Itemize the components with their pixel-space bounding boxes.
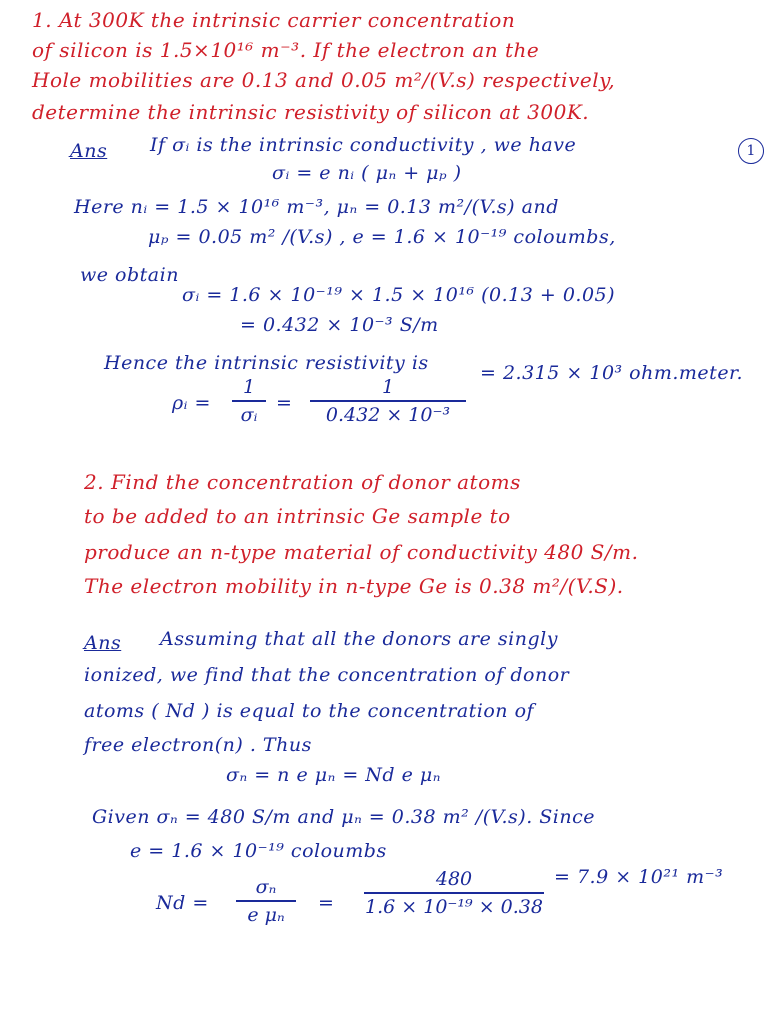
problem2-answer-line2: ionized, we find that the concentration of donor	[84, 664, 570, 686]
fraction-bar	[310, 400, 466, 402]
problem1-resistivity-equals: =	[276, 392, 293, 414]
fraction-bar	[232, 400, 266, 402]
problem2-question-line3: produce an n-type material of conductivity 480 S/m.	[84, 540, 639, 564]
problem1-answer-label: Ans	[70, 140, 108, 162]
problem1-given-line2: μₚ = 0.05 m² /(V.s) , e = 1.6 × 10⁻¹⁹ coloumbs,	[148, 226, 616, 248]
problem1-question-line3: Hole mobilities are 0.13 and 0.05 m²/(V.s) respectively,	[32, 68, 616, 92]
fraction-denominator: 0.432 × 10⁻³	[325, 403, 451, 426]
problem1-equation-conductivity: σᵢ = e nᵢ ( μₙ + μₚ )	[272, 162, 462, 184]
problem1-question-line1: 1. At 300K the intrinsic carrier concentration	[32, 8, 516, 32]
problem1-resistivity-lhs: ρᵢ =	[172, 392, 211, 414]
problem2-answer-line3: atoms ( Nd ) is equal to the concentration of	[84, 700, 535, 722]
problem2-donor-result: = 7.9 × 10²¹ m⁻³	[554, 866, 724, 888]
problem2-charge-line: e = 1.6 × 10⁻¹⁹ coloumbs	[130, 840, 387, 862]
problem2-answer-line1: Assuming that all the donors are singly	[160, 628, 558, 650]
problem1-question-line2: of silicon is 1.5×10¹⁶ m⁻³. If the electron an the	[32, 38, 540, 62]
problem1-fraction-one-over-value	[310, 376, 466, 426]
fraction-numerator: σₙ	[255, 876, 277, 898]
problem1-question-line4: determine the intrinsic resistivity of silicon at 300K.	[32, 100, 590, 124]
fraction-bar	[364, 892, 544, 894]
problem2-donor-equals: =	[318, 892, 335, 914]
problem1-given-line1: Here nᵢ = 1.5 × 10¹⁶ m⁻³, μₙ = 0.13 m²/(V.s) and	[74, 196, 559, 218]
problem2-question-line2: to be added to an intrinsic Ge sample to	[84, 504, 511, 528]
problem2-equation-conductivity: σₙ = n e μₙ = Nd e μₙ	[226, 764, 441, 786]
problem2-given-line: Given σₙ = 480 S/m and μₙ = 0.38 m² /(V.s). Since	[92, 806, 595, 828]
fraction-numerator: 1	[381, 376, 395, 398]
problem2-fraction-numeric	[364, 868, 544, 918]
problem1-hence-line: Hence the intrinsic resistivity is	[104, 352, 429, 374]
problem2-donor-lhs: Nd =	[156, 892, 209, 914]
problem1-we-obtain: we obtain	[80, 264, 179, 286]
problem2-answer-label: Ans	[84, 632, 122, 654]
problem2-fraction-sigma-over-emu	[236, 876, 296, 926]
problem2-question-line1: 2. Find the concentration of donor atoms	[84, 470, 521, 494]
fraction-denominator: σᵢ	[240, 403, 258, 426]
fraction-denominator: 1.6 × 10⁻¹⁹ × 0.38	[365, 895, 543, 918]
problem2-question-line4: The electron mobility in n-type Ge is 0.38 m²/(V.S).	[84, 574, 624, 598]
problem1-resistivity-result: = 2.315 × 10³ ohm.meter.	[480, 362, 744, 384]
problem1-fraction-one-over-sigma	[232, 376, 266, 426]
problem1-answer-line1: If σᵢ is the intrinsic conductivity , we have	[150, 134, 577, 156]
problem2-answer-line4: free electron(n) . Thus	[84, 734, 312, 756]
page-number-badge: 1	[738, 138, 764, 164]
problem1-equation-substitution: σᵢ = 1.6 × 10⁻¹⁹ × 1.5 × 10¹⁶ (0.13 + 0.05)	[182, 284, 616, 306]
fraction-bar	[236, 900, 296, 902]
problem1-equation-conductivity-result: = 0.432 × 10⁻³ S/m	[240, 314, 439, 336]
fraction-denominator: e μₙ	[247, 903, 285, 926]
fraction-numerator: 480	[435, 868, 473, 890]
fraction-numerator: 1	[242, 376, 256, 398]
